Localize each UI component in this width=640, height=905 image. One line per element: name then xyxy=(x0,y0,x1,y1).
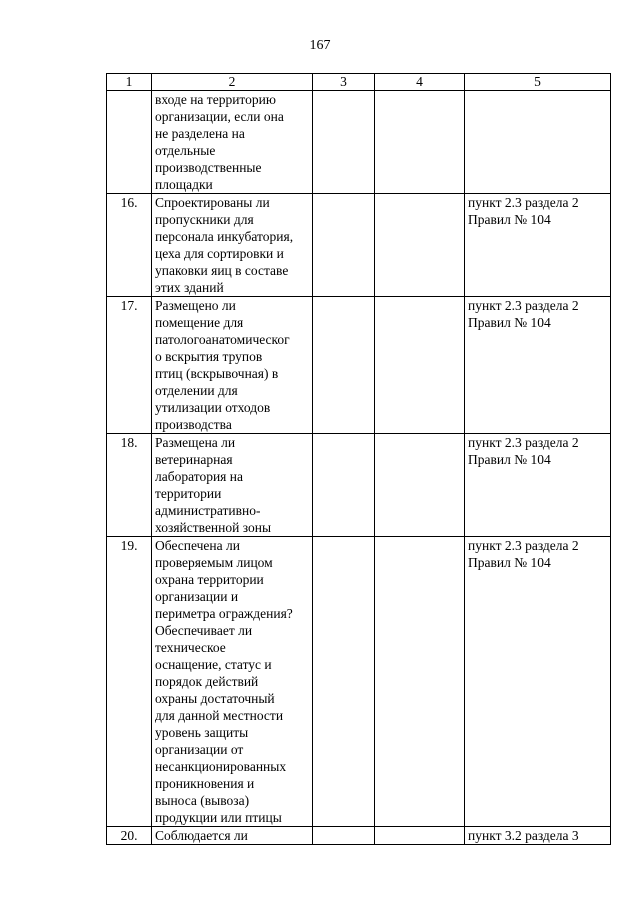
column-3-cell xyxy=(313,434,375,537)
question-cell: Размещена ли ветеринарная лаборатория на территории административно- хозяйственной зоны xyxy=(152,434,313,537)
row-number: 17. xyxy=(107,297,152,434)
column-4-cell xyxy=(375,91,465,194)
checklist-table xyxy=(106,73,611,845)
question-cell: Размещено ли помещение для патологоанатомическог о вскрытия трупов птиц (вскрывочная) в отделении для утилизации отходов производства xyxy=(152,297,313,434)
column-3-cell xyxy=(313,827,375,845)
column-3-cell xyxy=(313,194,375,297)
row-number xyxy=(107,91,152,194)
table-row xyxy=(107,91,611,194)
row-number: 19. xyxy=(107,537,152,827)
table-row xyxy=(107,434,611,537)
question-cell: Соблюдается ли xyxy=(152,827,313,845)
column-4-cell xyxy=(375,194,465,297)
header-row xyxy=(107,74,611,91)
header-cell-5: 5 xyxy=(465,74,611,91)
page-number: 167 xyxy=(309,38,331,53)
question-cell: Спроектированы ли пропускники для персонала инкубатория, цеха для сортировки и упаковки яиц в составе этих зданий xyxy=(152,194,313,297)
column-3-cell xyxy=(313,537,375,827)
column-4-cell xyxy=(375,537,465,827)
column-3-cell xyxy=(313,91,375,194)
reference-cell: пункт 2.3 раздела 2 Правил № 104 xyxy=(465,537,611,827)
row-number: 16. xyxy=(107,194,152,297)
column-4-cell xyxy=(375,434,465,537)
row-number: 18. xyxy=(107,434,152,537)
header-cell-4: 4 xyxy=(375,74,465,91)
table-row xyxy=(107,537,611,827)
question-cell: входе на территорию организации, если она не разделена на отдельные производственные площадки xyxy=(152,91,313,194)
column-4-cell xyxy=(375,827,465,845)
header-cell-2: 2 xyxy=(152,74,313,91)
table-row xyxy=(107,194,611,297)
reference-cell xyxy=(465,91,611,194)
reference-cell: пункт 2.3 раздела 2 Правил № 104 xyxy=(465,297,611,434)
header-cell-3: 3 xyxy=(313,74,375,91)
question-cell: Обеспечена ли проверяемым лицом охрана территории организации и периметра ограждения? Обеспечивает ли техническое оснащение, статус и порядок действий охраны достаточный для данной местности уровень защиты организации от несанкционированных проникновения и выноса (вывоза) продукции или птицы xyxy=(152,537,313,827)
table-row xyxy=(107,297,611,434)
reference-cell: пункт 2.3 раздела 2 Правил № 104 xyxy=(465,434,611,537)
row-number: 20. xyxy=(107,827,152,845)
reference-cell: пункт 3.2 раздела 3 xyxy=(465,827,611,845)
reference-cell: пункт 2.3 раздела 2 Правил № 104 xyxy=(465,194,611,297)
column-4-cell xyxy=(375,297,465,434)
header-cell-1: 1 xyxy=(107,74,152,91)
table-row xyxy=(107,827,611,845)
column-3-cell xyxy=(313,297,375,434)
